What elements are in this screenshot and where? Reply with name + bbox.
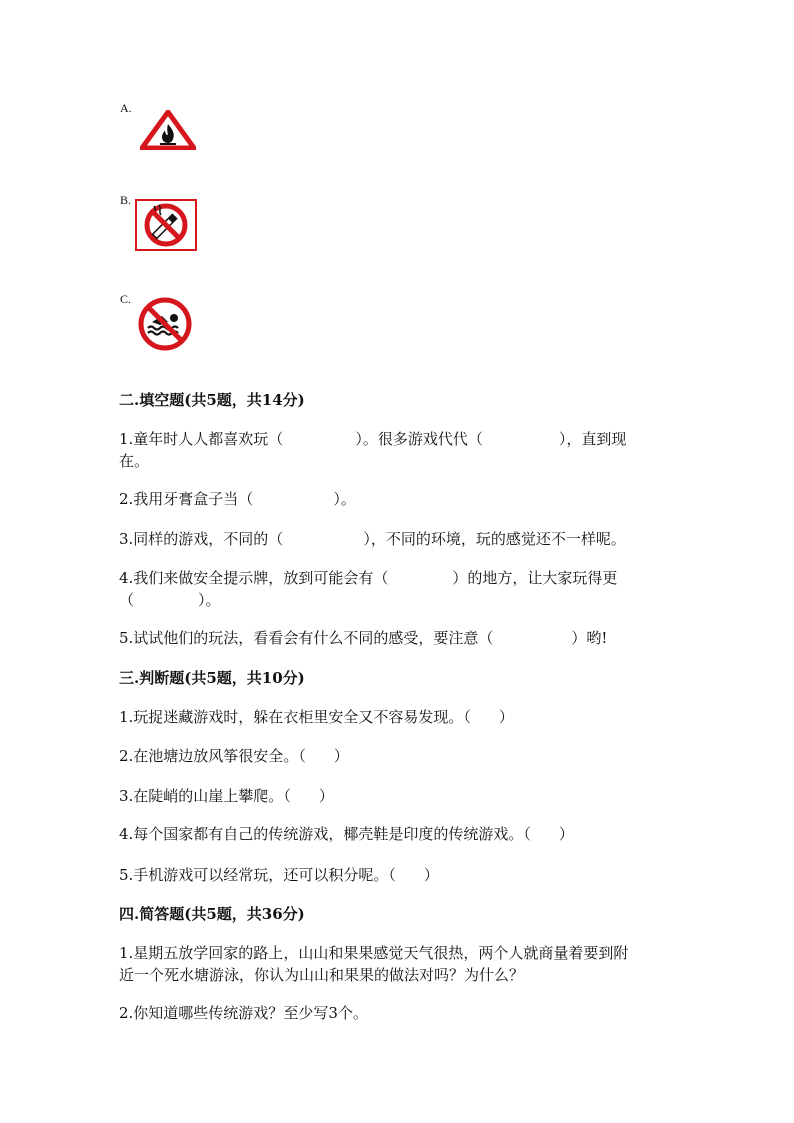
fill-q4-text-b: ）的地方，让大家玩得更	[452, 569, 618, 587]
no-swimming-icon	[136, 296, 194, 352]
fill-question-4	[119, 567, 617, 589]
fill-q3-text-a: 3.同样的游戏，不同的（	[119, 530, 284, 548]
judge-q5-close: ）	[423, 866, 439, 884]
judge-question-5	[119, 864, 439, 886]
fill-q4-text-d: ）。	[198, 591, 221, 609]
fill-q1-text-b: ）。很多游戏代代（	[355, 430, 483, 448]
judge-q3-close: ）	[318, 787, 334, 805]
no-smoking-icon	[135, 199, 197, 251]
fill-question-3	[119, 528, 626, 550]
option-b-letter: B.	[120, 193, 132, 207]
flammable-warning-icon	[140, 110, 196, 150]
fill-question-5	[119, 627, 607, 649]
option-a-letter: A.	[120, 101, 132, 115]
judge-q2-text: 2.在池塘边放风筝很安全。（	[119, 747, 306, 765]
short-question-1-line-2: 近一个死水塘游泳，你认为山山和果果的做法对吗？为什么？	[119, 966, 525, 984]
judge-q2-close: ）	[333, 747, 349, 765]
fill-question-2	[119, 488, 356, 510]
judge-q4-close: ）	[558, 825, 574, 843]
judge-q1-close: ）	[498, 708, 514, 726]
judge-q5-text: 5.手机游戏可以经常玩，还可以积分呢。（	[119, 866, 396, 884]
fill-q1-text-a: 1.童年时人人都喜欢玩（	[119, 430, 284, 448]
fill-q5-text-a: 5.试试他们的玩法，看看会有什么不同的感受，要注意（	[119, 629, 494, 647]
section-fill-heading: 二.填空题(共5题，共14分)	[119, 391, 305, 409]
fill-q4-text-c: （	[119, 591, 135, 609]
judge-q3-text: 3.在陡峭的山崖上攀爬。（	[119, 787, 291, 805]
judge-question-4	[119, 823, 574, 845]
judge-question-3	[119, 785, 334, 807]
fill-q5-text-b: ）哟!	[571, 629, 608, 647]
fill-q3-text-b: ），不同的环境，玩的感觉还不一样呢。	[363, 530, 626, 548]
judge-q4-text: 4.每个国家都有自己的传统游戏，椰壳鞋是印度的传统游戏。（	[119, 825, 531, 843]
short-question-1-line-1: 1.星期五放学回家的路上，山山和果果感觉天气很热，两个人就商量着要到附	[119, 944, 629, 962]
fill-q1-text-c: ），直到现	[558, 430, 627, 448]
section-judge-heading: 三.判断题(共5题，共10分)	[119, 669, 305, 687]
judge-question-2	[119, 745, 349, 767]
fill-q2-text-a: 2.我用牙膏盒子当（	[119, 490, 254, 508]
judge-question-1	[119, 706, 514, 728]
fill-question-4-cont	[119, 589, 221, 611]
short-question-2: 2.你知道哪些传统游戏？至少写3个。	[119, 1004, 368, 1022]
fill-question-1-cont: 在。	[119, 452, 150, 470]
fill-q2-text-b: ）。	[333, 490, 356, 508]
fill-q4-text-a: 4.我们来做安全提示牌，放到可能会有（	[119, 569, 389, 587]
option-c-letter: C.	[120, 292, 132, 306]
judge-q1-text: 1.玩捉迷藏游戏时，躲在衣柜里安全又不容易发现。（	[119, 708, 471, 726]
fill-question-1	[119, 428, 626, 450]
section-short-heading: 四.简答题(共5题，共36分)	[119, 905, 305, 923]
